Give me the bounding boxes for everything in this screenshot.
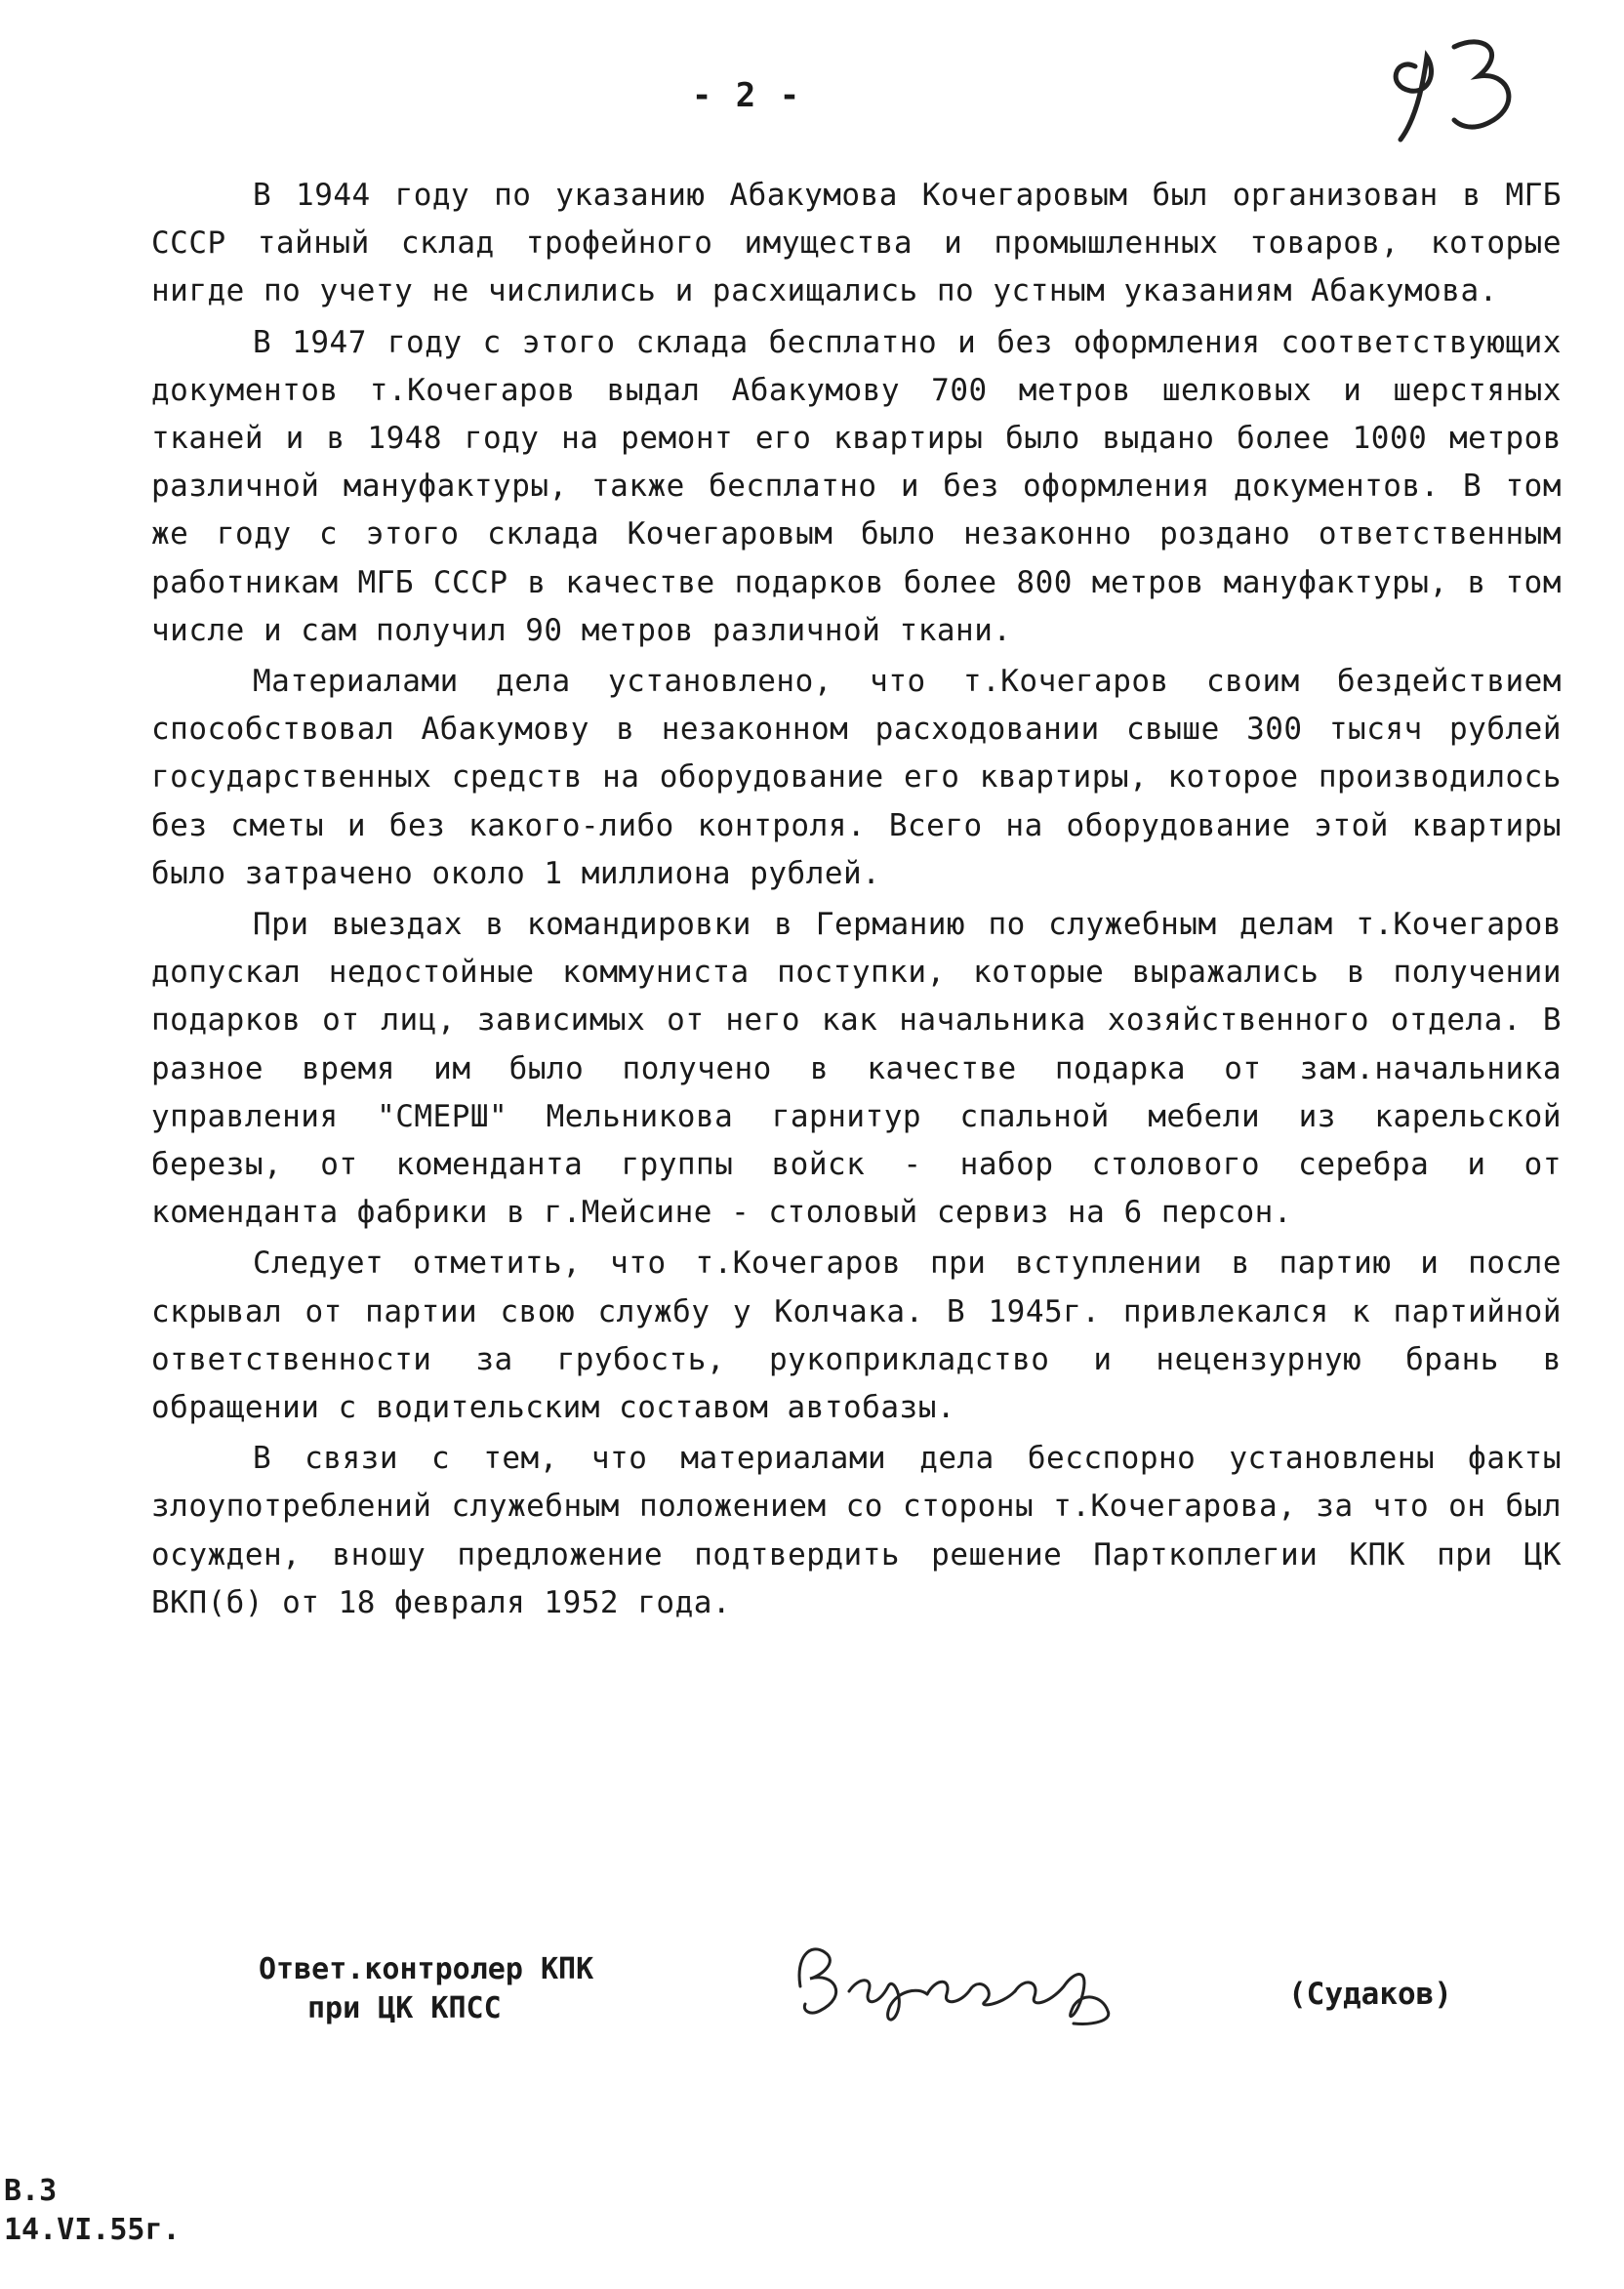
footer-codes [4,2172,181,2250]
signatory-role-line1: Ответ.контролер КПК [259,1952,594,1986]
handwritten-number-icon [1376,27,1552,154]
document-body [151,172,1562,1630]
archive-page-number-handwritten [1376,27,1552,154]
handwritten-signature [781,1918,1152,2045]
paragraph-2: В 1947 году с этого склада бесплатно и без оформления соответствующих документов т.Кочегаров выдал Абакумову 700 метров шелковых и шерстяных тканей и в 1948 году на ремонт его квартиры было выдано более 1000 метров различной мануфактуры, также бесплатно и без оформления документов. В том же году с этого склада Кочегаровым было незаконно роздано ответственным работникам МГБ СССР в качестве подарков более 800 метров мануфактуры, в том числе и сам получил 90 метров различной ткани. [151,324,1562,648]
footer-code: В.З [4,2174,58,2208]
paragraph-5: Следует отметить, что т.Кочегаров при вступлении в партию и после скрывал от партии свою службу у Колчака. В 1945г. привлекался к партийной ответственности за грубость, рукоприкладство и нецензурную брань в обращении с водительским составом автобазы. [151,1246,1562,1426]
signatory-role [259,1950,593,2028]
signer-name: (Судаков) [1288,1977,1452,2012]
signatory-role-line2: при ЦК КПСС [307,1991,502,2025]
page-number: - 2 - [691,76,802,115]
signature-icon [781,1918,1152,2045]
paragraph-3: Материалами дела установлено, что т.Кочегаров своим бездействием способствовал Абакумову в незаконном расходовании свыше 300 тысяч рублей государственных средств на оборудование его квартиры, которое производилось без сметы и без какого-либо контроля. Всего на оборудование этой квартиры было затрачено около 1 миллиона рублей. [151,664,1562,891]
footer-date: 14.VI.55г. [4,2213,181,2247]
paragraph-4: При выездах в командировки в Германию по служебным делам т.Кочегаров допускал недостойные коммуниста поступки, которые выражались в получении подарков от лиц, зависимых от него как начальника хозяйственного отдела. В разное время им было получено в качестве подарка от зам.начальника управления "СМЕРШ" Мельникова гарнитур спальной мебели из карельской березы, от коменданта группы войск - набор столового серебра и от коменданта фабрики в г.Мейсине - столовый сервиз на 6 персон. [151,907,1562,1231]
paragraph-1: В 1944 году по указанию Абакумова Кочегаровым был организован в МГБ СССР тайный склад трофейного имущества и промышленных товаров, которые нигде по учету не числились и расхищались по устным указаниям Абакумова. [151,178,1562,309]
paragraph-6: В связи с тем, что материалами дела бесспорно установлены факты злоупотреблений служебным положением со стороны т.Кочегарова, за что он был осужден, вношу предложение подтвердить решение Парткоплегии КПК при ЦК ВКП(б) от 18 февраля 1952 года. [151,1441,1562,1620]
